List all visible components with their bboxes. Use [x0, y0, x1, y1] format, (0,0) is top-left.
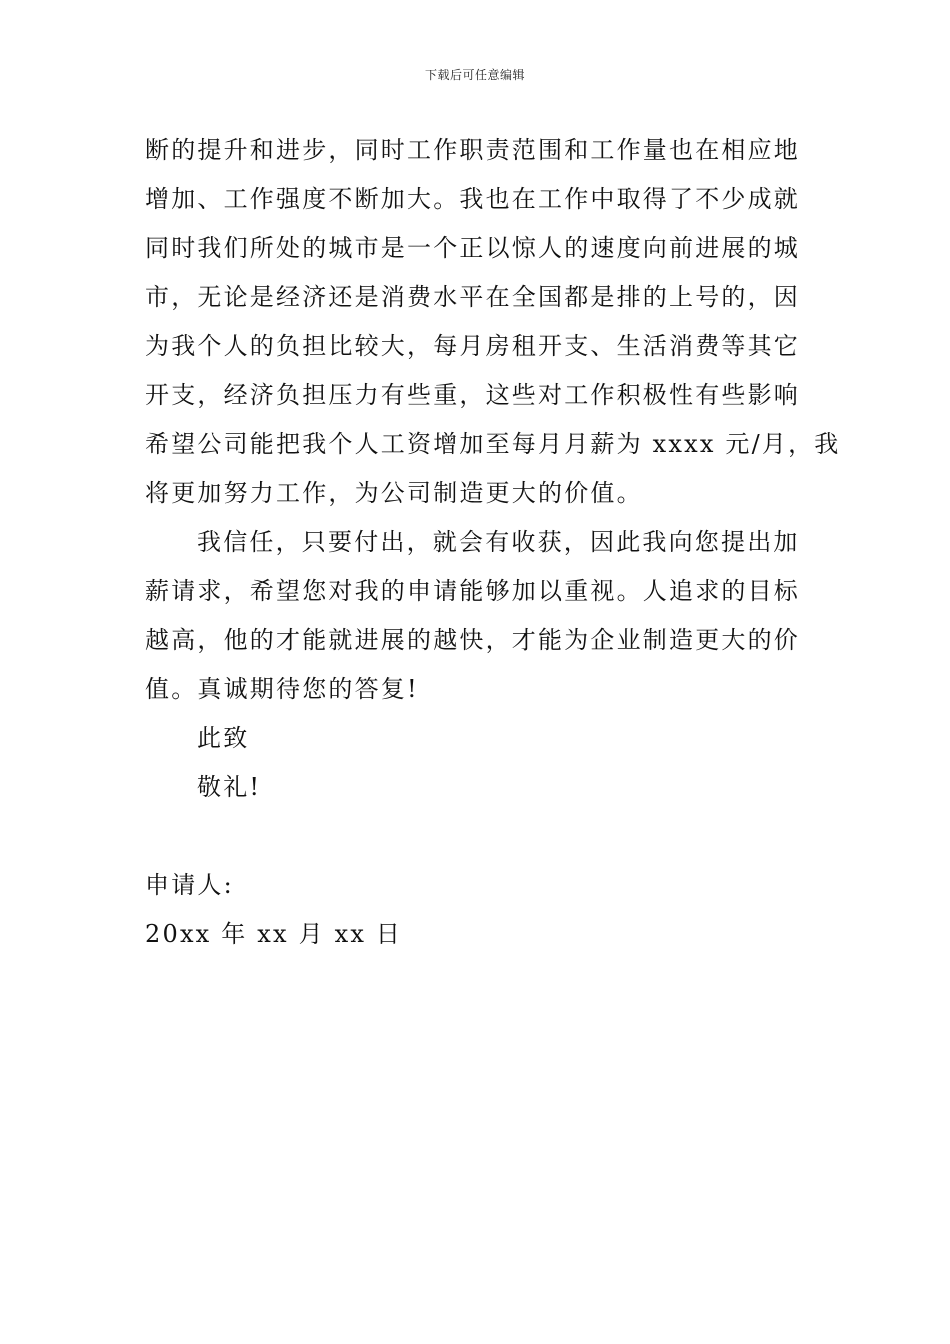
closing-line-1: 此致 [197, 724, 250, 752]
header-note: 下载后可任意编辑 [424, 68, 525, 82]
text-line: 希望公司能把我个人工资增加至每月月薪为 xxxx 元/月，我 [145, 430, 841, 458]
paragraph-1 [145, 126, 841, 518]
text-line: 将更加努力工作，为公司制造更大的价值。 [145, 479, 643, 507]
paragraph-2 [145, 518, 807, 714]
text-line: 值。真诚期待您的答复! [145, 675, 419, 703]
text-line: 同时我们所处的城市是一个正以惊人的速度向前进展的城 [145, 234, 800, 262]
closing-line-2: 敬礼! [197, 773, 262, 801]
text-line: 断的提升和进步，同时工作职责范围和工作量也在相应地 [145, 136, 800, 164]
text-line: 为我个人的负担比较大，每月房租开支、生活消费等其它 [145, 332, 800, 360]
signature-block [145, 861, 807, 959]
text-line: 增加、工作强度不断加大。我也在工作中取得了不少成就 [145, 185, 800, 213]
text-line: 我信任，只要付出，就会有收获，因此我向您提出加 [197, 528, 800, 556]
spacer [145, 812, 807, 861]
text-line: 开支，经济负担压力有些重，这些对工作积极性有些影响 [145, 381, 800, 409]
text-line: 越高，他的才能就进展的越快，才能为企业制造更大的价 [145, 626, 800, 654]
applicant-label: 申请人: [145, 871, 234, 899]
date-line: 20xx 年 xx 月 xx 日 [145, 920, 403, 948]
text-line: 市，无论是经济还是消费水平在全国都是排的上号的，因 [145, 283, 800, 311]
closing [145, 714, 807, 812]
text-line: 薪请求，希望您对我的申请能够加以重视。人追求的目标 [145, 577, 800, 605]
letter-body [145, 126, 841, 959]
